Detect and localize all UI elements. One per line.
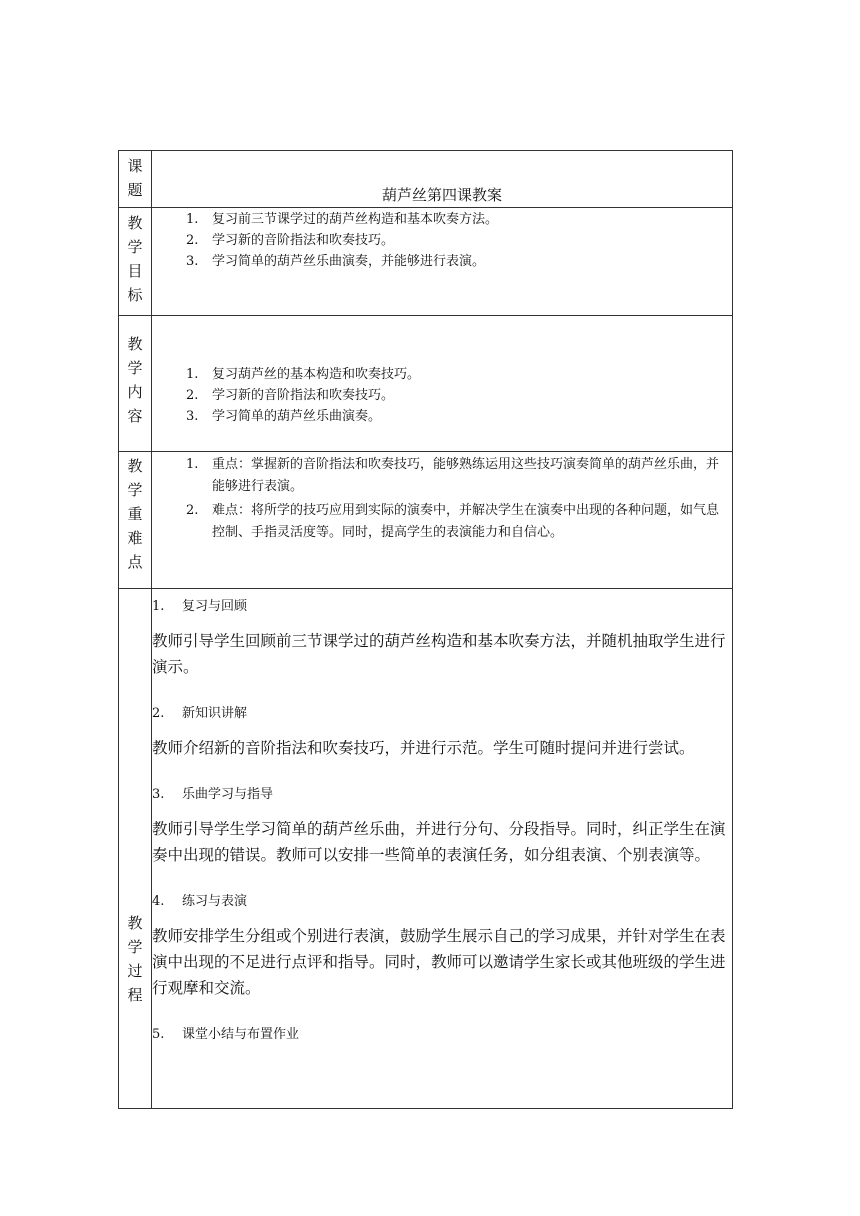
keypoints-label xyxy=(119,452,152,589)
goals-row xyxy=(119,208,733,316)
label-char: 学 xyxy=(127,238,143,256)
topic-row xyxy=(119,151,733,208)
label-char: 教 xyxy=(127,457,143,475)
goals-list xyxy=(152,209,732,272)
keypoints-list xyxy=(152,454,724,544)
process-cell xyxy=(152,589,733,1109)
label-char: 难 xyxy=(127,529,143,547)
content-cell xyxy=(152,316,733,452)
process-step-title: 2. 新知识讲解 xyxy=(152,706,248,721)
label-char: 学 xyxy=(127,359,143,377)
label-char: 课 xyxy=(127,157,143,175)
process-row xyxy=(119,589,733,1109)
label-char: 教 xyxy=(127,214,143,232)
label-char: 学 xyxy=(127,481,143,499)
label-char: 教 xyxy=(127,913,143,932)
label-char: 学 xyxy=(127,937,143,956)
process-step-title: 4. 练习与表演 xyxy=(152,894,248,909)
content-row xyxy=(119,316,733,452)
lesson-plan-table xyxy=(118,150,733,1109)
list-item: 3. 学习简单的葫芦丝乐曲演奏。 xyxy=(186,409,382,424)
process-label xyxy=(119,589,152,1109)
process-step-title: 3. 乐曲学习与指导 xyxy=(152,787,274,802)
label-char: 点 xyxy=(127,553,143,571)
list-item: 1. 复习前三节课学过的葫芦丝构造和基本吹奏方法。 xyxy=(186,212,499,227)
label-char: 目 xyxy=(127,262,143,280)
label-char: 标 xyxy=(127,286,143,304)
keypoints-row xyxy=(119,452,733,589)
label-char: 容 xyxy=(127,407,143,425)
topic-title-cell xyxy=(152,151,733,208)
goals-cell xyxy=(152,208,733,316)
process-step-title: 1. 复习与回顾 xyxy=(152,599,248,614)
list-item: 2. 难点：将所学的技巧应用到实际的演奏中，并解决学生在演奏中出现的各种问题，如气息控制、手指灵活度等。同时，提高学生的表演能力和自信心。 xyxy=(186,503,720,540)
process-step-title: 5. 课堂小结与布置作业 xyxy=(152,1027,300,1042)
list-item: 2. 学习新的音阶指法和吹奏技巧。 xyxy=(186,388,395,403)
label-char: 题 xyxy=(127,181,143,199)
goals-label xyxy=(119,208,152,316)
label-char: 内 xyxy=(127,383,143,401)
label-char: 重 xyxy=(127,505,143,523)
label-char: 程 xyxy=(127,985,143,1004)
list-item: 3. 学习简单的葫芦丝乐曲演奏，并能够进行表演。 xyxy=(186,254,486,269)
list-item: 1. 重点：掌握新的音阶指法和吹奏技巧，能够熟练运用这些技巧演奏简单的葫芦丝乐曲，并能够进行表演。 xyxy=(186,457,720,494)
process-step-body: 教师介绍新的音阶指法和吹奏技巧，并进行示范。学生可随时提问并进行尝试。 xyxy=(152,739,695,757)
label-char: 教 xyxy=(127,335,143,353)
process-step-body: 教师引导学生回顾前三节课学过的葫芦丝构造和基本吹奏方法，并随机抽取学生进行演示。 xyxy=(152,632,726,676)
keypoints-cell xyxy=(152,452,733,589)
list-item: 1. 复习葫芦丝的基本构造和吹奏技巧。 xyxy=(186,367,421,382)
content-label xyxy=(119,316,152,452)
label-char: 过 xyxy=(127,961,143,980)
topic-label xyxy=(119,151,152,208)
content-list xyxy=(152,364,732,427)
process-step-body: 教师引导学生学习简单的葫芦丝乐曲，并进行分句、分段指导。同时，纠正学生在演奏中出现的错误。教师可以安排一些简单的表演任务，如分组表演、个别表演等。 xyxy=(152,820,726,864)
lesson-title: 葫芦丝第四课教案 xyxy=(381,186,502,204)
process-step-body: 教师安排学生分组或个别进行表演，鼓励学生展示自己的学习成果，并针对学生在表演中出现的不足进行点评和指导。同时，教师可以邀请学生家长或其他班级的学生进行观摩和交流。 xyxy=(152,927,726,997)
list-item: 2. 学习新的音阶指法和吹奏技巧。 xyxy=(186,233,395,248)
